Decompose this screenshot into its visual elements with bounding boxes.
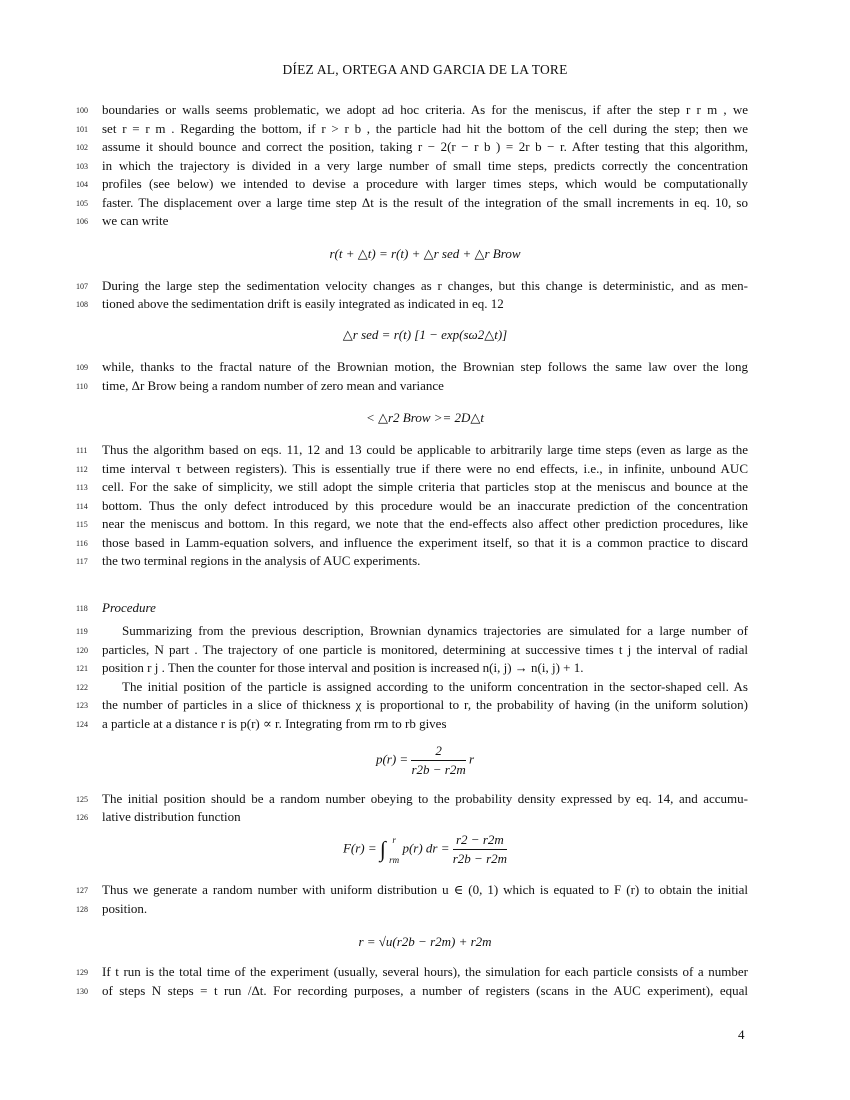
text-line: faster. The displacement over a large time step Δt is the result of the integration of the small increments in eq. 10, so — [102, 195, 748, 210]
running-header: DÍEZ AL, ORTEGA AND GARCIA DE LA TORE — [282, 62, 568, 77]
upper-limit: r — [392, 834, 396, 845]
line-number: 115 — [76, 520, 88, 529]
line-number: 109 — [76, 363, 88, 372]
line-number: 124 — [76, 720, 88, 729]
text-line: position r j . Then the counter for those interval and position is increased n(i, j) → n(i, j) + 1. — [102, 660, 584, 675]
text-line: boundaries or walls seems problematic, we adopt ad hoc criteria. As for the meniscus, if after the step r r m , we — [102, 102, 748, 117]
text-line: the number of particles in a slice of thickness χ is proportional to r, the probability of having (in the uniform solution) — [102, 697, 748, 712]
text-line: of steps N steps = t run /Δt. For recording purposes, a number of registers (scans in the AUC experiment), equal — [102, 983, 748, 998]
text-line: particles, N part . The trajectory of one particle is monitored, determining at successive times t j the interval of radial — [102, 642, 748, 657]
line-number: 102 — [76, 143, 88, 152]
line-number: 114 — [76, 502, 88, 511]
line-number: 129 — [76, 968, 88, 977]
line-number: 128 — [76, 905, 88, 914]
line-number: 119 — [76, 627, 88, 636]
text-line: tioned above the sedimentation drift is easily integrated as indicated in eq. 12 — [102, 296, 504, 311]
line-number: 120 — [76, 646, 88, 655]
text-line: profiles (see below) we intended to devise a procedure with larger times steps, which would be computationally — [102, 176, 748, 191]
equation-12: △r sed = r(t) [1 − exp(sω2△t)] — [342, 327, 508, 342]
equation-11: r(t + △t) = r(t) + △r sed + △r Brow — [329, 246, 521, 261]
text-line: time, Δr Brow being a random number of zero mean and variance — [102, 378, 444, 393]
line-number: 127 — [76, 886, 88, 895]
text-line: those based in Lamm-equation solvers, and influence the experiment itself, so that it is a common practice to discard — [102, 535, 748, 550]
fraction — [411, 743, 465, 778]
integral-sign: ∫ — [379, 836, 386, 862]
text-line: a particle at a distance r is p(r) ∝ r. Integrating from rm to rb gives — [102, 716, 447, 731]
equation-14 — [102, 743, 748, 778]
fraction-numerator: 2 — [411, 743, 465, 761]
line-number: 116 — [76, 539, 88, 548]
text-line: we can write — [102, 213, 169, 228]
text-line: Summarizing from the previous description, Brownian dynamics trajectories are simulated for a large number of — [122, 623, 748, 638]
text-line: lative distribution function — [102, 809, 241, 824]
text-line: in which the trajectory is divided in a very large number of small time steps, predicts correctly the concentration — [102, 158, 748, 173]
text-line: Thus the algorithm based on eqs. 11, 12 and 13 could be applicable to arbitrarily large time steps (even as large as the — [102, 442, 748, 457]
fraction-denominator: r2b − r2m — [411, 762, 466, 777]
text-line: Thus we generate a random number with uniform distribution u ∈ (0, 1) which is equated to F (r) to obtain the initial — [102, 882, 748, 897]
equation-16: r = √u(r2b − r2m) + r2m — [358, 934, 492, 949]
section-heading: Procedure — [102, 600, 156, 615]
page-number: 4 — [738, 1027, 745, 1042]
text-line: cell. For the sake of simplicity, we still adopt the simple criteria that particles stop at the meniscus and bounce at the — [102, 479, 748, 494]
line-number: 130 — [76, 987, 88, 996]
integral-limits — [389, 835, 399, 865]
line-number: 100 — [76, 106, 88, 115]
equation-rhs: r — [468, 751, 475, 767]
line-number: 121 — [76, 664, 88, 673]
equation-13: < △r2 Brow >= 2D△t — [365, 410, 485, 425]
line-number: 112 — [76, 465, 88, 474]
text-line: The initial position should be a random number obeying to the probability density expressed by eq. 14, and accumu- — [102, 791, 748, 806]
text-line: time interval τ between registers). This is essentially true if there were no end effects, i.e., in infinite, unbound AUC — [102, 461, 748, 476]
line-number: 105 — [76, 199, 88, 208]
lower-limit: rm — [389, 854, 400, 865]
text-line: bottom. Thus the only defect introduced by this procedure would be an inaccurate prediction of the concentration — [102, 498, 748, 513]
text-line: position. — [102, 901, 148, 916]
text-line: assume it should bounce and correct the position, taking r − 2(r − r b ) = 2r b − r. After testing that this algorithm, — [102, 139, 748, 154]
line-number: 101 — [76, 125, 88, 134]
text-line: If t run is the total time of the experiment (usually, several hours), the simulation for each particle consists of a number — [102, 964, 748, 979]
line-number: 126 — [76, 813, 88, 822]
text-line: During the large step the sedimentation velocity changes as r changes, but this change is deterministic, and as men- — [102, 278, 748, 293]
line-number: 123 — [76, 701, 88, 710]
line-number: 111 — [76, 446, 88, 455]
equation-lhs: F(r) = — [342, 840, 377, 856]
equation-15 — [102, 832, 748, 867]
line-number: 122 — [76, 683, 88, 692]
line-number: 108 — [76, 300, 88, 309]
line-number: 125 — [76, 795, 88, 804]
line-number: 118 — [76, 604, 88, 613]
line-number: 104 — [76, 180, 88, 189]
fraction — [453, 832, 507, 867]
text-line: set r = r m . Regarding the bottom, if r > r b , the particle had hit the bottom of the cell during the step; then we — [102, 121, 748, 136]
line-number: 113 — [76, 483, 88, 492]
text-line: while, thanks to the fractal nature of the Brownian motion, the Brownian step follows the same law over the long — [102, 359, 748, 374]
text-line: the two terminal regions in the analysis of AUC experiments. — [102, 553, 421, 568]
line-number: 107 — [76, 282, 88, 291]
line-number: 117 — [76, 557, 88, 566]
integrand: p(r) dr = — [402, 840, 450, 856]
line-number: 103 — [76, 162, 88, 171]
line-number: 110 — [76, 382, 88, 391]
equation-lhs: p(r) = — [375, 751, 409, 767]
line-number: 106 — [76, 217, 88, 226]
fraction-numerator: r2 − r2m — [453, 832, 507, 850]
text-line: The initial position of the particle is assigned according to the uniform concentration in the sector-shaped cell. As — [122, 679, 748, 694]
fraction-denominator: r2b − r2m — [452, 851, 508, 866]
text-line: near the meniscus and bottom. In this regard, we note that the end-effects also affect other prediction procedures, like — [102, 516, 748, 531]
